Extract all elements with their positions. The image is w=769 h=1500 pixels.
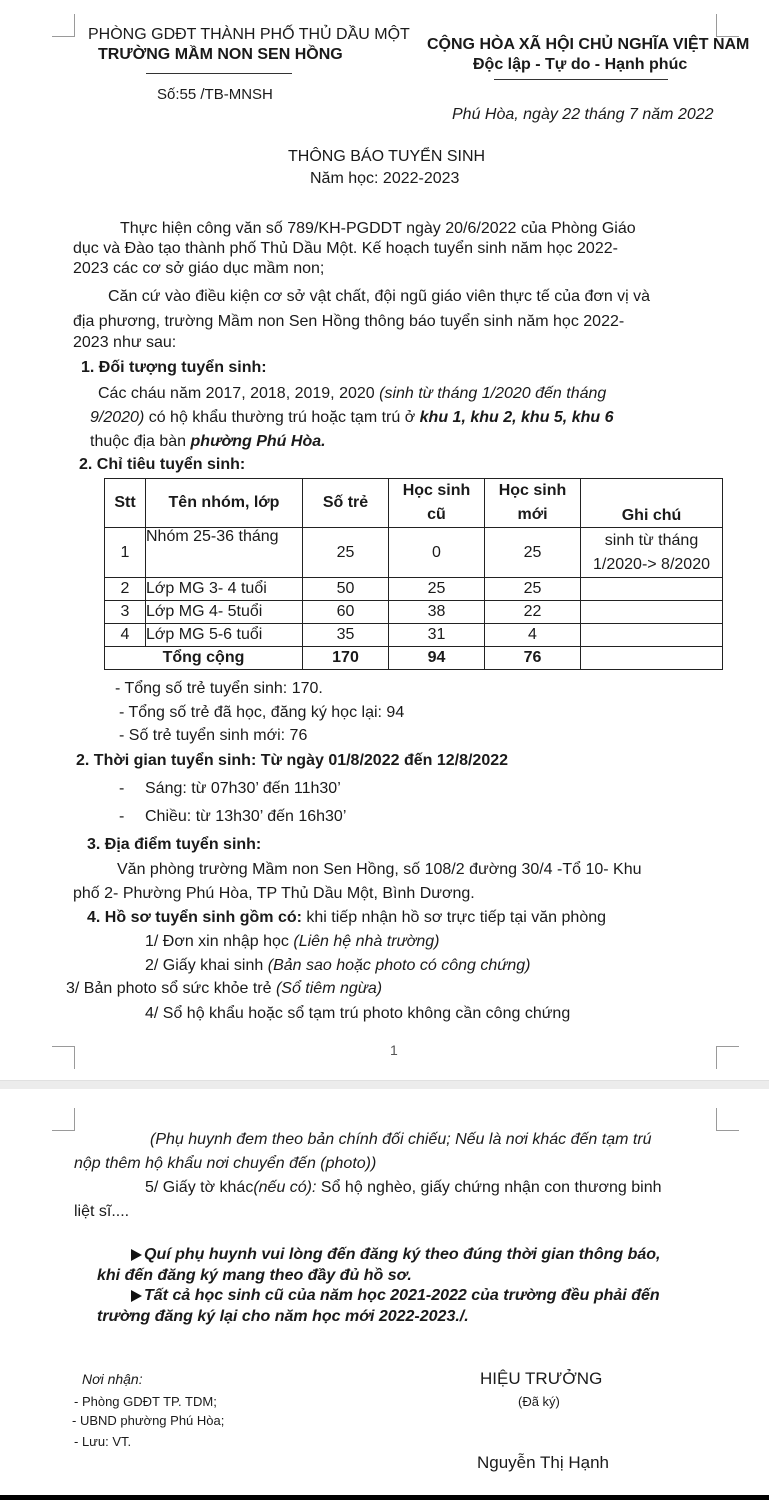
enrollment-table: [104, 478, 723, 670]
total-old: 94: [389, 647, 485, 670]
bottom-edge: [0, 1495, 769, 1500]
dash: -: [119, 780, 125, 797]
cell-group: Lớp MG 5-6 tuổi: [146, 624, 303, 647]
intro-p1-line2: dục và Đào tạo thành phố Thủ Dầu Một. Kế hoạch tuyển sinh năm học 2022-: [73, 240, 618, 257]
doc-year: Năm học: 2022-2023: [310, 170, 460, 187]
cell-kids: 60: [303, 601, 389, 624]
dash: -: [119, 808, 125, 825]
page-separator: [0, 1080, 769, 1089]
cell-new: 25: [485, 578, 581, 601]
cell-old: 38: [389, 601, 485, 624]
summary-old: - Tổng số trẻ đã học, đăng ký học lại: 94: [119, 704, 405, 721]
intro-p1-line3: 2023 các cơ sở giáo dục mầm non;: [73, 260, 325, 277]
cell-old: 31: [389, 624, 485, 647]
cell-new: 4: [485, 624, 581, 647]
cell-group: Lớp MG 3- 4 tuổi: [146, 578, 303, 601]
recipient-3: - Lưu: VT.: [74, 1434, 132, 1449]
total-note: [581, 647, 723, 670]
cell-old: 0: [389, 528, 485, 578]
table-row: [105, 601, 723, 624]
intro-p2-line2: địa phương, trường Mầm non Sen Hồng thông báo tuyển sinh năm học 2022-: [73, 313, 625, 330]
section-1-line1: Các cháu năm 2017, 2018, 2019, 2020 (sinh từ tháng 1/2020 đến tháng: [98, 385, 607, 402]
cell-group: Nhóm 25-36 tháng: [146, 528, 303, 578]
crop-mark-top-left: [52, 1108, 75, 1131]
recipient-2: - UBND phường Phú Hòa;: [72, 1413, 225, 1428]
time-morning: Sáng: từ 07h30’ đến 11h30’: [145, 780, 341, 797]
section-1-line2: 9/2020) có hộ khẩu thường trú hoặc tạm trú ở khu 1, khu 2, khu 5, khu 6: [90, 409, 614, 426]
recipients-label: Nơi nhận:: [82, 1371, 143, 1387]
place-line1: Văn phòng trường Mầm non Sen Hồng, số 108/2 đường 30/4 -Tổ 10- Khu: [117, 861, 642, 878]
table-row: [105, 528, 723, 578]
notice-1-line2: khi đến đăng ký mang theo đầy đủ hồ sơ.: [97, 1267, 412, 1284]
doc-title: THÔNG BÁO TUYỂN SINH: [288, 148, 486, 165]
cell-kids: 50: [303, 578, 389, 601]
cell-kids: 25: [303, 528, 389, 578]
signed-note: (Đã ký): [518, 1394, 560, 1409]
section-2-heading: 2. Chỉ tiêu tuyển sinh:: [79, 456, 246, 473]
cell-group: Lớp MG 4- 5tuổi: [146, 601, 303, 624]
notice-2-line2: trường đăng ký lại cho năm học mới 2022-2023./.: [97, 1308, 469, 1325]
summary-new: - Số trẻ tuyển sinh mới: 76: [119, 727, 308, 744]
arrow-icon: [131, 1249, 142, 1261]
cell-note: [581, 624, 723, 647]
table-row: [105, 624, 723, 647]
cell-stt: 1: [105, 528, 146, 578]
total-new: 76: [485, 647, 581, 670]
header-underline-left: [146, 73, 292, 74]
section-place-heading: 3. Địa điểm tuyển sinh:: [87, 836, 262, 853]
cell-note: [581, 578, 723, 601]
cell-note: [581, 601, 723, 624]
intro-p2-line1: Căn cứ vào điều kiện cơ sở vật chất, đội ngũ giáo viên thực tế của đơn vị và: [108, 288, 651, 305]
doc-item-5-line2: liệt sĩ....: [74, 1203, 130, 1220]
cell-stt: 2: [105, 578, 146, 601]
cell-note: sinh từ tháng 1/2020-> 8/2020: [581, 528, 723, 578]
place-line2: phố 2- Phường Phú Hòa, TP Thủ Dầu Một, Bình Dương.: [73, 885, 475, 902]
intro-p2-line3: 2023 như sau:: [73, 334, 177, 351]
recipient-1: - Phòng GDĐT TP. TDM;: [74, 1394, 217, 1409]
total-label: Tổng cộng: [105, 647, 303, 670]
crop-mark-top-right: [716, 1108, 739, 1131]
place-date: Phú Hòa, ngày 22 tháng 7 năm 2022: [452, 106, 714, 123]
table-header-row: [105, 479, 723, 528]
doc-item-4: 4/ Sổ hộ khẩu hoặc sổ tạm trú photo không cần công chứng: [145, 1005, 571, 1022]
section-1-heading: 1. Đối tượng tuyển sinh:: [81, 359, 267, 376]
note-line1: (Phụ huynh đem theo bản chính đối chiếu; Nếu là nơi khác đến tạm trú: [150, 1131, 652, 1148]
summary-total: - Tổng số trẻ tuyển sinh: 170.: [115, 680, 323, 697]
doc-item-5: 5/ Giấy tờ khác(nếu có): Sổ hộ nghèo, giấy chứng nhận con thương binh: [145, 1179, 662, 1196]
cell-old: 25: [389, 578, 485, 601]
page-number: 1: [390, 1042, 398, 1058]
cell-new: 25: [485, 528, 581, 578]
total-kids: 170: [303, 647, 389, 670]
header-underline-right: [494, 79, 668, 80]
crop-mark-bottom-left: [52, 1046, 75, 1069]
principal-name: Nguyễn Thị Hạnh: [477, 1453, 609, 1472]
section-docs-heading: 4. Hồ sơ tuyển sinh gồm có: khi tiếp nhận hồ sơ trực tiếp tại văn phòng: [87, 909, 607, 926]
crop-mark-top-right: [716, 14, 739, 37]
th-note: Ghi chú: [581, 479, 723, 528]
header-school: TRƯỜNG MẦM NON SEN HỒNG: [98, 46, 343, 63]
table-row: [105, 578, 723, 601]
section-time-heading: 2. Thời gian tuyển sinh: Từ ngày 01/8/2022 đến 12/8/2022: [76, 752, 509, 769]
th-stt: Stt: [105, 479, 146, 528]
crop-mark-top-left: [52, 14, 75, 37]
doc-item-1: 1/ Đơn xin nhập học (Liên hệ nhà trường): [145, 933, 440, 950]
section-1-line3: thuộc địa bàn phường Phú Hòa.: [90, 433, 326, 450]
th-old: Học sinh cũ: [389, 479, 485, 528]
principal-title: HIỆU TRƯỞNG: [480, 1369, 603, 1388]
cell-kids: 35: [303, 624, 389, 647]
header-motto: Độc lập - Tự do - Hạnh phúc: [473, 56, 688, 73]
doc-item-2: 2/ Giấy khai sinh (Bản sao hoặc photo có công chứng): [145, 957, 531, 974]
time-afternoon: Chiều: từ 13h30’ đến 16h30’: [145, 808, 347, 825]
cell-new: 22: [485, 601, 581, 624]
th-group: Tên nhóm, lớp: [146, 479, 303, 528]
header-republic: CỘNG HÒA XÃ HỘI CHỦ NGHĨA VIỆT NAM: [427, 36, 750, 53]
doc-item-3: 3/ Bản photo sổ sức khỏe trẻ (Sổ tiêm ngừa): [66, 980, 383, 997]
notice-1-line1: Quí phụ huynh vui lòng đến đăng ký theo đúng thời gian thông báo,: [131, 1246, 660, 1264]
note-line2: nộp thêm hộ khẩu nơi chuyển đến (photo)): [74, 1155, 377, 1172]
doc-number: Số:55 /TB-MNSH: [157, 86, 273, 103]
header-dept: PHÒNG GDĐT THÀNH PHỐ THỦ DẦU MỘT: [88, 26, 410, 43]
table-total-row: [105, 647, 723, 670]
cell-stt: 4: [105, 624, 146, 647]
notice-2-line1: Tất cả học sinh cũ của năm học 2021-2022 của trường đều phải đến: [131, 1287, 660, 1305]
th-new: Học sinh mới: [485, 479, 581, 528]
cell-stt: 3: [105, 601, 146, 624]
arrow-icon: [131, 1290, 142, 1302]
th-kids: Số trẻ: [303, 479, 389, 528]
intro-p1-line1: Thực hiện công văn số 789/KH-PGDDT ngày 20/6/2022 của Phòng Giáo: [120, 220, 636, 237]
crop-mark-bottom-right: [716, 1046, 739, 1069]
